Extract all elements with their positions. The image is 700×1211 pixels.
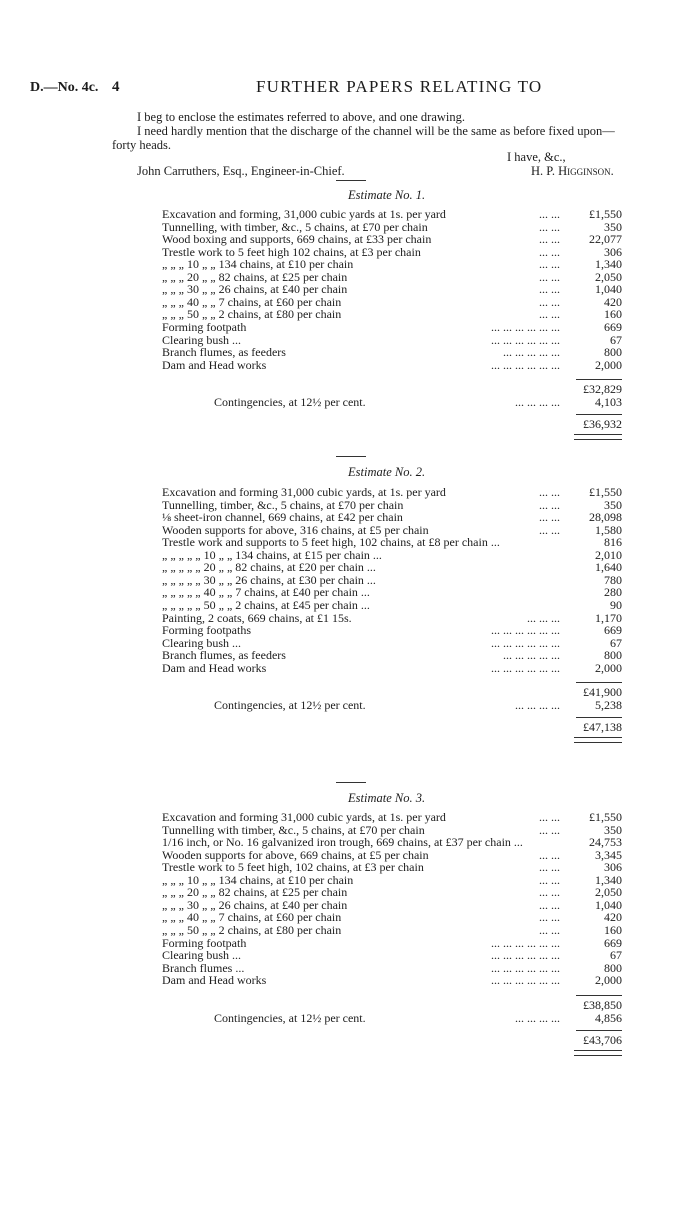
contingencies-row [162, 396, 622, 409]
row-amount: 22,077 [589, 232, 622, 247]
row-amount: 800 [604, 960, 622, 975]
row-description: „ „ „ 20 „ „ 82 chains, at £25 per chain [162, 885, 348, 900]
row-amount: 1,340 [595, 257, 622, 272]
subtotal-row [162, 999, 622, 1012]
row-amount: 350 [604, 219, 622, 234]
row-description: 1/16 inch, or No. 16 galvanized iron trough, 669 chains, at £37 per chain ... [162, 835, 523, 850]
row-amount: 67 [610, 948, 622, 963]
row-description: „ „ „ „ „ 30 „ „ 26 chains, at £30 per chain ... [162, 572, 376, 587]
row-leader-dots: ... ... [539, 885, 560, 900]
row-description: Trestle work and supports to 5 feet high, 102 chains, at £8 per chain ... [162, 535, 500, 550]
row-description: „ „ „ 30 „ „ 26 chains, at £40 per chain [162, 282, 348, 297]
contingencies-label: Contingencies, at 12½ per cent. [214, 698, 366, 713]
row-description: Wooden supports for above, 669 chains, at £5 per chain [162, 847, 429, 862]
row-amount: 280 [604, 585, 622, 600]
row-amount: 160 [604, 307, 622, 322]
estimate-row [162, 599, 622, 612]
row-description: Branch flumes, as feeders [162, 345, 286, 360]
estimate-separator [336, 180, 366, 181]
row-leader-dots: ... ... ... ... ... ... [491, 948, 560, 963]
contingencies-label: Contingencies, at 12½ per cent. [214, 1010, 366, 1025]
row-description: Tunnelling, with timber, &c., 5 chains, at £70 per chain [162, 219, 428, 234]
row-amount: £1,550 [589, 485, 622, 499]
row-description: Tunnelling with timber, &c., 5 chains, at £70 per chain [162, 822, 425, 837]
row-description: ⅛ sheet-iron channel, 669 chains, at £42 per chain [162, 510, 403, 525]
total-row [162, 1034, 622, 1047]
row-amount: 780 [604, 572, 622, 587]
estimate-title: Estimate No. 2. [348, 465, 426, 479]
row-amount: 1,640 [595, 560, 622, 575]
row-amount: 67 [610, 332, 622, 347]
total-row [162, 721, 622, 734]
row-amount: 669 [604, 623, 622, 638]
row-leader-dots: ... ... [539, 510, 560, 525]
row-amount: 1,040 [595, 897, 622, 912]
row-leader-dots: ... ... [539, 810, 560, 824]
row-amount: 669 [604, 935, 622, 950]
row-amount: 160 [604, 922, 622, 937]
row-description: „ „ „ 10 „ „ 134 chains, at £10 per chain [162, 872, 354, 887]
estimate-title: Estimate No. 1. [348, 188, 426, 202]
row-description: Branch flumes ... [162, 960, 245, 975]
row-leader-dots: ... ... ... ... ... [503, 648, 560, 663]
estimate-row [162, 662, 622, 675]
subtotal-rule [576, 682, 622, 683]
signature-closing: I have, &c., [507, 150, 566, 164]
document-reference: D.—No. 4c. [30, 80, 99, 95]
total-double-rule [574, 1050, 622, 1056]
row-description: Forming footpath [162, 319, 247, 334]
row-leader-dots: ... ... [539, 910, 560, 925]
row-leader-dots: ... ... [539, 860, 560, 875]
row-description: „ „ „ 40 „ „ 7 chains, at £60 per chain [162, 910, 342, 925]
page-number: 4 [112, 79, 120, 95]
row-leader-dots: ... ... [539, 207, 560, 221]
row-amount: 816 [604, 535, 622, 550]
row-amount: 3,345 [595, 847, 622, 862]
row-amount: 1,040 [595, 282, 622, 297]
intro-line-3: forty heads. [112, 138, 172, 152]
row-leader-dots: ... ... [539, 219, 560, 234]
signature-signer: H. P. Higginson. [531, 164, 614, 178]
total-amount: £36,932 [583, 417, 622, 432]
row-leader-dots: ... ... ... ... ... ... [491, 357, 560, 372]
row-leader-dots: ... ... ... ... ... ... [491, 332, 560, 347]
row-leader-dots: ... ... [539, 282, 560, 297]
row-description: „ „ „ 50 „ „ 2 chains, at £80 per chain [162, 307, 342, 322]
subtotal-amount: £32,829 [583, 382, 622, 397]
row-amount: 350 [604, 497, 622, 512]
total-double-rule [574, 434, 622, 440]
row-leader-dots: ... ... ... ... ... [503, 345, 560, 360]
contingencies-leader-dots: ... ... ... ... [515, 698, 560, 713]
row-leader-dots: ... ... ... ... ... ... [491, 960, 560, 975]
row-amount: 2,000 [595, 357, 622, 372]
intro-line-2: I need hardly mention that the discharge of the channel will be the same as before fixed upon— [137, 124, 615, 138]
row-amount: £1,550 [589, 810, 622, 824]
row-leader-dots: ... ... [539, 522, 560, 537]
row-leader-dots: ... ... [539, 294, 560, 309]
estimate-row [162, 359, 622, 372]
page-title: FURTHER PAPERS RELATING TO [256, 77, 543, 96]
row-amount: 67 [610, 635, 622, 650]
row-description: Clearing bush ... [162, 635, 241, 650]
row-amount: 2,000 [595, 660, 622, 675]
row-amount: 669 [604, 319, 622, 334]
row-leader-dots: ... ... [539, 307, 560, 322]
row-leader-dots: ... ... [539, 485, 560, 499]
subtotal-amount: £38,850 [583, 997, 622, 1012]
row-leader-dots: ... ... ... ... ... ... [491, 623, 560, 638]
row-leader-dots: ... ... [539, 822, 560, 837]
row-leader-dots: ... ... [539, 872, 560, 887]
row-amount: £1,550 [589, 207, 622, 221]
row-leader-dots: ... ... [539, 244, 560, 259]
row-amount: 90 [610, 597, 622, 612]
contingencies-label: Contingencies, at 12½ per cent. [214, 395, 366, 410]
estimate-row [162, 974, 622, 987]
subtotal-rule [576, 379, 622, 380]
estimate-title: Estimate No. 3. [348, 791, 426, 805]
row-description: Tunnelling, timber, &c., 5 chains, at £70 per chain [162, 497, 404, 512]
row-leader-dots: ... ... [539, 497, 560, 512]
row-amount: 800 [604, 648, 622, 663]
contingencies-leader-dots: ... ... ... ... [515, 395, 560, 410]
row-description: Dam and Head works [162, 660, 267, 675]
total-rule [576, 1030, 622, 1031]
estimate-separator [336, 782, 366, 783]
row-description: „ „ „ „ „ 10 „ „ 134 chains, at £15 per chain ... [162, 547, 382, 562]
row-amount: 24,753 [589, 835, 622, 850]
row-description: Painting, 2 coats, 669 chains, at £1 15s. [162, 610, 352, 625]
row-amount: 420 [604, 910, 622, 925]
estimate-separator [336, 456, 366, 457]
row-amount: 306 [604, 860, 622, 875]
row-amount: 1,580 [595, 522, 622, 537]
row-leader-dots: ... ... [539, 922, 560, 937]
row-description: Forming footpaths [162, 623, 251, 638]
row-leader-dots: ... ... [539, 257, 560, 272]
signature-addressee: John Carruthers, Esq., Engineer-in-Chief. [137, 164, 345, 178]
row-amount: 1,170 [595, 610, 622, 625]
total-amount: £43,706 [583, 1032, 622, 1047]
row-description: „ „ „ „ „ 40 „ „ 7 chains, at £40 per chain ... [162, 585, 370, 600]
row-description: Wood boxing and supports, 669 chains, at £33 per chain [162, 232, 432, 247]
total-double-rule [574, 737, 622, 743]
row-description: Trestle work to 5 feet high 102 chains, at £3 per chain [162, 244, 421, 259]
row-leader-dots: ... ... [539, 232, 560, 247]
row-amount: 420 [604, 294, 622, 309]
contingencies-leader-dots: ... ... ... ... [515, 1010, 560, 1025]
row-amount: 2,000 [595, 973, 622, 988]
contingencies-amount: 5,238 [595, 698, 622, 713]
row-description: „ „ „ 30 „ „ 26 chains, at £40 per chain [162, 897, 348, 912]
row-description: Excavation and forming, 31,000 cubic yards at 1s. per yard [162, 207, 446, 221]
row-amount: 2,050 [595, 885, 622, 900]
total-amount: £47,138 [583, 720, 622, 735]
row-description: Clearing bush ... [162, 332, 241, 347]
row-description: „ „ „ 40 „ „ 7 chains, at £60 per chain [162, 294, 342, 309]
row-description: Dam and Head works [162, 357, 267, 372]
row-leader-dots: ... ... [539, 897, 560, 912]
estimate-row [162, 321, 622, 334]
row-leader-dots: ... ... ... ... ... ... [491, 319, 560, 334]
subtotal-rule [576, 995, 622, 996]
row-leader-dots: ... ... [539, 269, 560, 284]
row-description: „ „ „ 10 „ „ 134 chains, at £10 per chain [162, 257, 354, 272]
row-amount: 800 [604, 345, 622, 360]
row-leader-dots: ... ... ... [527, 610, 560, 625]
row-description: „ „ „ 20 „ „ 82 chains, at £25 per chain [162, 269, 348, 284]
row-leader-dots: ... ... ... ... ... ... [491, 660, 560, 675]
row-amount: 306 [604, 244, 622, 259]
contingencies-row [162, 1012, 622, 1025]
row-amount: 28,098 [589, 510, 622, 525]
row-leader-dots: ... ... [539, 847, 560, 862]
row-description: Dam and Head works [162, 973, 267, 988]
row-description: „ „ „ „ „ 50 „ „ 2 chains, at £45 per chain ... [162, 597, 370, 612]
row-description: Branch flumes, as feeders [162, 648, 286, 663]
estimate-row [162, 924, 622, 937]
contingencies-amount: 4,103 [595, 395, 622, 410]
row-description: „ „ „ „ „ 20 „ „ 82 chains, at £20 per chain ... [162, 560, 376, 575]
row-description: Clearing bush ... [162, 948, 241, 963]
row-amount: 1,340 [595, 872, 622, 887]
row-leader-dots: ... ... ... ... ... ... [491, 973, 560, 988]
total-row [162, 418, 622, 431]
row-description: Excavation and forming 31,000 cubic yards, at 1s. per yard [162, 810, 446, 824]
row-leader-dots: ... ... ... ... ... ... [491, 935, 560, 950]
subtotal-amount: £41,900 [583, 685, 622, 700]
row-description: „ „ „ 50 „ „ 2 chains, at £80 per chain [162, 922, 342, 937]
row-description: Excavation and forming 31,000 cubic yards, at 1s. per yard [162, 485, 446, 499]
row-amount: 2,050 [595, 269, 622, 284]
row-leader-dots: ... ... ... ... ... ... [491, 635, 560, 650]
total-rule [576, 717, 622, 718]
intro-line-1: I beg to enclose the estimates referred to above, and one drawing. [137, 110, 465, 124]
row-description: Forming footpath [162, 935, 247, 950]
contingencies-amount: 4,856 [595, 1010, 622, 1025]
contingencies-row [162, 699, 622, 712]
total-rule [576, 414, 622, 415]
row-amount: 350 [604, 822, 622, 837]
row-description: Trestle work to 5 feet high, 102 chains, at £3 per chain [162, 860, 424, 875]
row-description: Wooden supports for above, 316 chains, at £5 per chain [162, 522, 429, 537]
row-amount: 2,010 [595, 547, 622, 562]
